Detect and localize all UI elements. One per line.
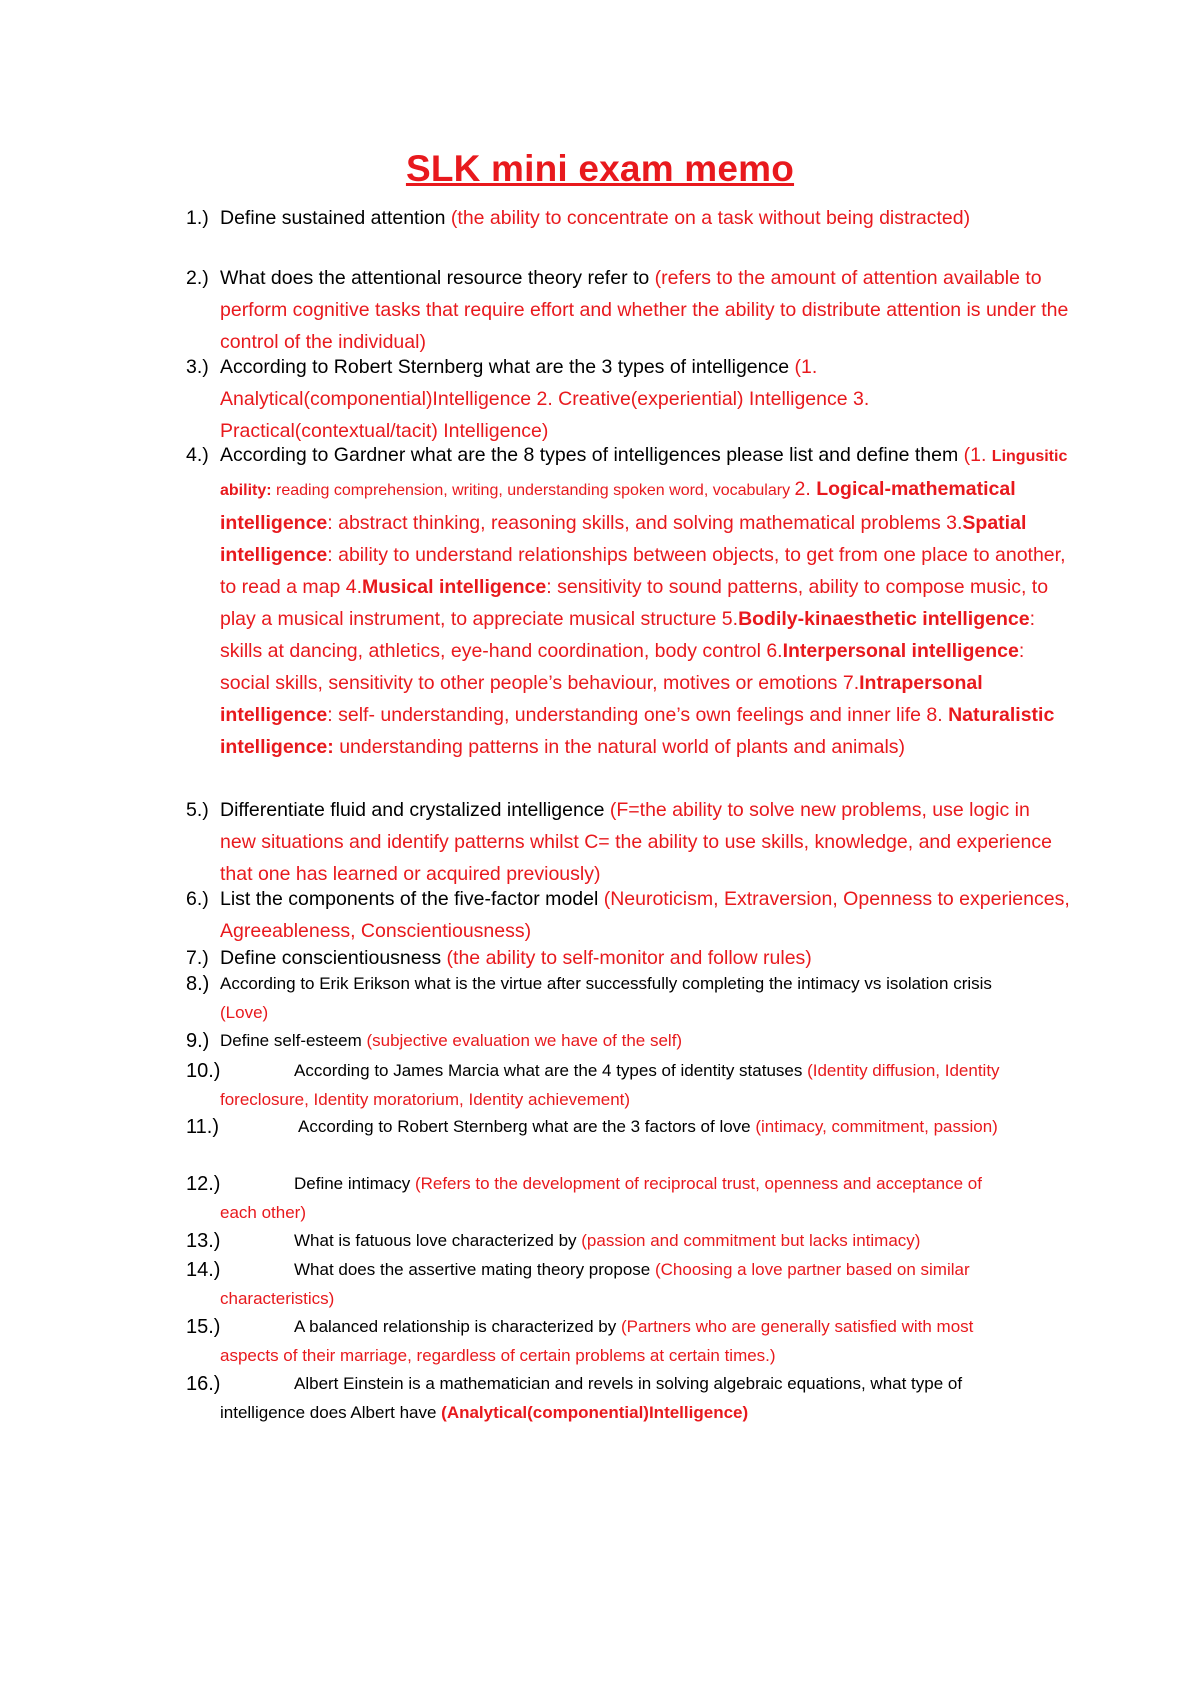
answer-text: (refers to the amount of attention available to perform cognitive tasks that require effort and whether the ability to distribute attention is under the control of the individual) xyxy=(220,267,1069,353)
question-number: 6.) xyxy=(186,888,209,910)
question-item-1 xyxy=(186,202,1066,234)
answer-text: (Analytical(componential)Intelligence) xyxy=(441,1402,749,1422)
answer-text: (subjective evaluation we have of the self) xyxy=(366,1031,683,1050)
question-number: 14.) xyxy=(186,1259,221,1281)
question-item-14 xyxy=(186,1256,1066,1313)
question-item-11 xyxy=(186,1113,1066,1142)
question-item-3 xyxy=(186,351,1066,447)
answer-text: (Neuroticism, Extraversion, Openness to experiences, Agreeableness, Conscientiousness) xyxy=(220,888,1070,942)
question-item-4 xyxy=(186,439,1066,763)
answer-text: (the ability to concentrate on a task without being distracted) xyxy=(450,207,971,229)
question-text: Define conscientiousness xyxy=(220,947,447,969)
question-item-10 xyxy=(186,1057,1066,1114)
answer-text: (Identity diffusion, Identity foreclosure, Identity moratorium, Identity achievement) xyxy=(220,1061,1000,1109)
question-text: What is fatuous love characterized by xyxy=(294,1231,582,1250)
question-text: According to James Marcia what are the 4 types of identity statuses xyxy=(294,1061,808,1080)
question-item-15 xyxy=(186,1313,1066,1370)
question-text: What does the assertive mating theory propose xyxy=(294,1260,655,1279)
question-text: According to Erik Erikson what is the virtue after successfully completing the intimacy vs isolation crisis xyxy=(220,974,992,993)
answer-text: (1. Lingusitic ability: reading comprehension, writing, understanding spoken word, vocabulary 2. Logical-mathematical intelligence: abstract thinking, reasoning skills, and solving mathematical problems 3.Spatial intelligence: ability to understand relationships between objects, to get from one place to another, to read a map 4.Musical intelligence: sensitivity to sound patterns, ability to compose music, to play a musical instrument, to appreciate musical structure 5.Bodily-kinaesthetic intelligence: skills at dancing, athletics, eye-hand coordination, body control 6.Interpersonal intelligence: social skills, sensitivity to other people’s behaviour, motives or emotions 7.Intrapersonal intelligence: self- understanding, understanding one’s own feelings and inner life 8. Naturalistic intelligence: understanding patterns in the natural world of plants and animals) xyxy=(220,444,1068,758)
question-text: What does the attentional resource theory refer to xyxy=(220,267,655,289)
answer-text: (F=the ability to solve new problems, use logic in new situations and identify patterns whilst C= the ability to use skills, knowledge, and experience that one has learned or acquired previously) xyxy=(220,799,1052,885)
question-number: 4.) xyxy=(186,444,209,466)
answer-text: (Partners who are generally satisfied with most aspects of their marriage, regardless of certain problems at certain times.) xyxy=(220,1317,974,1365)
question-number: 2.) xyxy=(186,267,209,289)
question-number: 3.) xyxy=(186,356,209,378)
question-text: Differentiate fluid and crystalized intelligence xyxy=(220,799,610,821)
question-number: 13.) xyxy=(186,1230,221,1252)
question-text: List the components of the five-factor model xyxy=(220,888,604,910)
question-item-2 xyxy=(186,262,1069,358)
answer-text: (the ability to self-monitor and follow rules) xyxy=(446,947,812,969)
question-number: 10.) xyxy=(186,1060,221,1082)
question-text: Define intimacy xyxy=(294,1174,415,1193)
question-item-13 xyxy=(186,1227,1066,1256)
question-number: 11.) xyxy=(186,1116,219,1138)
question-number: 7.) xyxy=(186,947,209,969)
question-text: According to Gardner what are the 8 types of intelligences please list and define them xyxy=(220,444,964,466)
answer-text: (Refers to the development of reciprocal trust, openness and acceptance of each other) xyxy=(220,1174,982,1222)
question-number: 1.) xyxy=(186,207,209,229)
question-text: Define self-esteem xyxy=(220,1031,367,1050)
question-number: 15.) xyxy=(186,1316,221,1338)
question-number: 9.) xyxy=(186,1030,210,1052)
question-number: 12.) xyxy=(186,1173,221,1195)
question-number: 16.) xyxy=(186,1373,221,1395)
question-text: A balanced relationship is characterized by xyxy=(294,1317,621,1336)
question-number: 8.) xyxy=(186,973,210,995)
answer-text: (intimacy, commitment, passion) xyxy=(755,1117,998,1136)
question-text: Albert Einstein is a mathematician and revels in solving algebraic equations, what type of intelligence does Albert have xyxy=(220,1374,963,1422)
answer-text: (passion and commitment but lacks intimacy) xyxy=(581,1231,921,1250)
question-item-5 xyxy=(186,794,1066,890)
question-text: According to Robert Sternberg what are the 3 factors of love xyxy=(298,1117,756,1136)
question-text: According to Robert Sternberg what are the 3 types of intelligence xyxy=(220,356,795,378)
answer-text: (Choosing a love partner based on similar characteristics) xyxy=(220,1260,970,1308)
question-number: 5.) xyxy=(186,799,209,821)
question-item-16 xyxy=(186,1370,1066,1427)
question-item-12 xyxy=(186,1170,1066,1227)
answer-text: (1. Analytical(componential)Intelligence 2. Creative(experiential) Intelligence 3. Practical(contextual/tacit) Intelligence) xyxy=(220,356,870,442)
question-text: Define sustained attention xyxy=(220,207,451,229)
answer-text: (Love) xyxy=(220,1002,269,1022)
question-item-9 xyxy=(186,1027,1066,1056)
question-item-8 xyxy=(186,970,1066,1027)
question-item-6 xyxy=(186,883,1070,947)
page-title: SLK mini exam memo xyxy=(405,148,795,189)
